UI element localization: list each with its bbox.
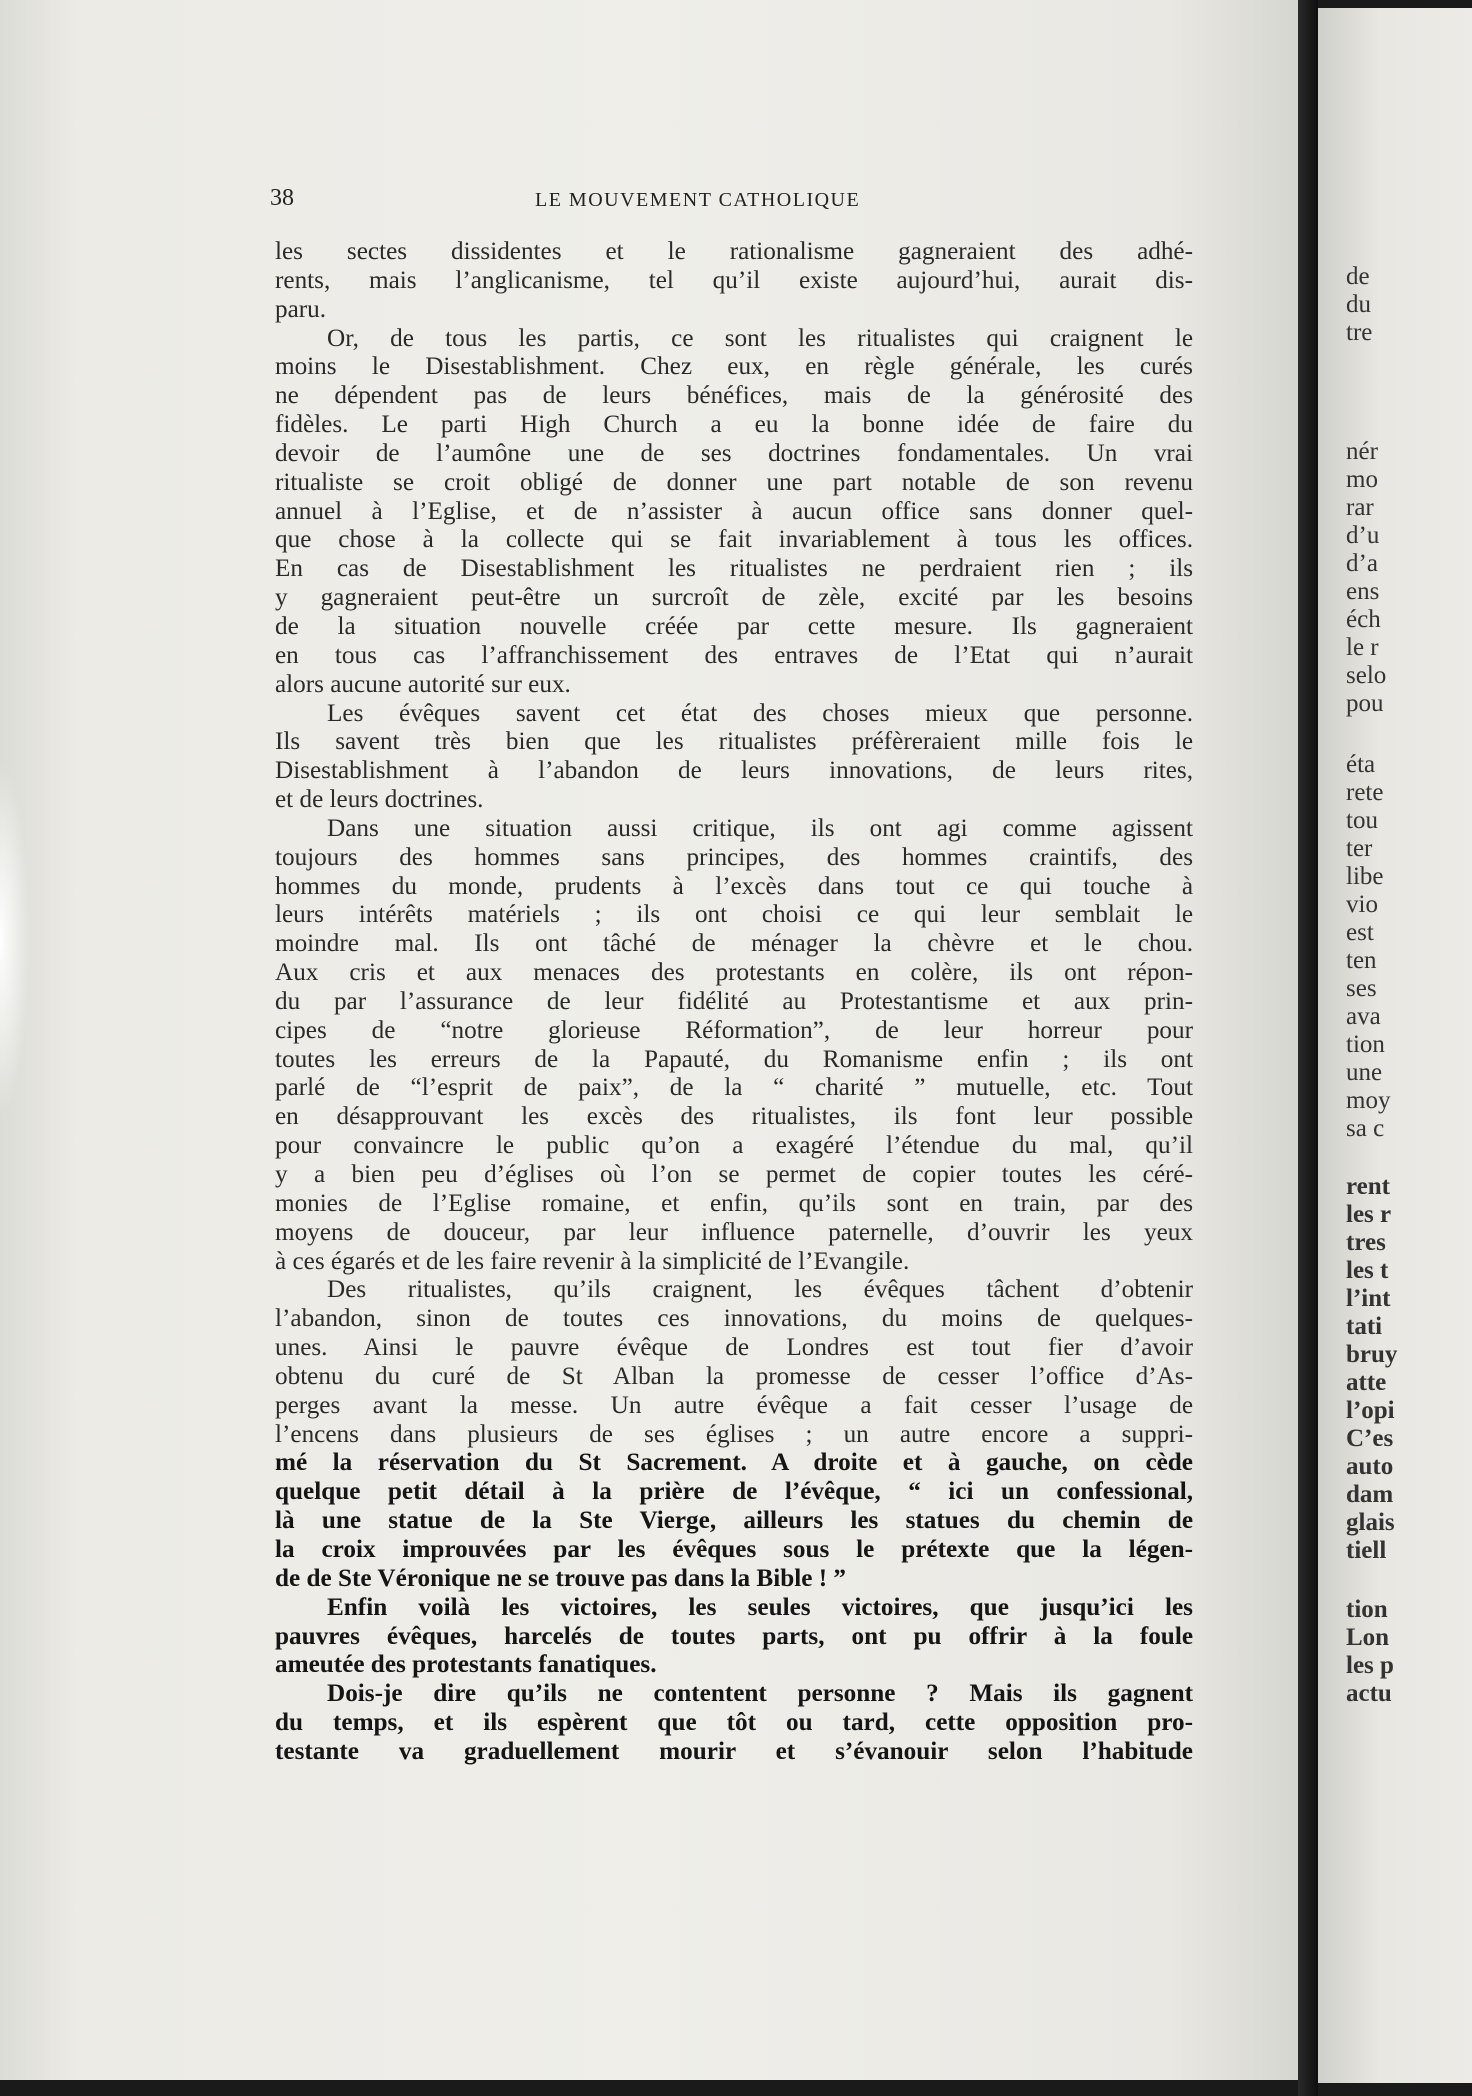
text-line: moyens de douceur, par leur influence paternelle, d’ouvrir les yeux [275, 1218, 1193, 1246]
facing-page-line: actu [1346, 1680, 1392, 1707]
facing-page-line: les r [1346, 1201, 1392, 1228]
text-line: du temps, et ils espèrent que tôt ou tard, cette opposition pro- [275, 1709, 1193, 1737]
text-line: en tous cas l’affranchissement des entraves de l’Etat qui n’aurait [275, 641, 1193, 669]
facing-page-line: sa c [1346, 1115, 1385, 1142]
text-line: obtenu du curé de St Alban la promesse de cesser l’office d’As- [275, 1362, 1193, 1390]
text-line: toutes les erreurs de la Papauté, du Romanisme enfin ; ils ont [275, 1045, 1193, 1073]
text-line: leurs intérêts matériels ; ils ont choisi ce qui leur semblait le [275, 901, 1193, 929]
text-line: et de leurs doctrines. [275, 786, 484, 814]
facing-page-line: ter [1346, 835, 1373, 862]
text-line: alors aucune autorité sur eux. [275, 670, 571, 698]
text-line: rents, mais l’anglicanisme, tel qu’il existe aujourd’hui, aurait dis- [275, 266, 1193, 294]
facing-page-line: une [1346, 1059, 1383, 1086]
book-gutter [1298, 0, 1318, 2096]
text-line: cipes de “notre glorieuse Réformation”, de leur horreur pour [275, 1016, 1193, 1044]
facing-page-line: atte [1346, 1369, 1387, 1396]
text-line: à ces égarés et de les faire revenir à la simplicité de l’Evangile. [275, 1247, 910, 1275]
text-line: en désapprouvant les excès des ritualistes, ils font leur possible [275, 1103, 1193, 1131]
facing-page-line: pou [1346, 690, 1384, 717]
facing-page-line: tion [1346, 1596, 1388, 1623]
text-line: Les évêques savent cet état des choses mieux que personne. [327, 699, 1193, 727]
facing-page-line: C’es [1346, 1425, 1394, 1452]
text-line: Disestablishment à l’abandon de leurs innovations, de leurs rites, [275, 757, 1193, 785]
facing-page-line: auto [1346, 1453, 1394, 1480]
text-line: Or, de tous les partis, ce sont les ritualistes qui craignent le [327, 324, 1193, 352]
text-line: perges avant la messe. Un autre évêque a fait cesser l’usage de [275, 1391, 1193, 1419]
page-number: 38 [270, 185, 294, 211]
facing-page-line: libe [1346, 863, 1384, 890]
facing-page-line: Lon [1346, 1624, 1390, 1651]
text-line: hommes du monde, prudents à l’excès dans tout ce qui touche à [275, 872, 1193, 900]
running-head: LE MOUVEMENT CATHOLIQUE [535, 189, 861, 211]
text-line: fidèles. Le parti High Church a eu la bonne idée de faire du [275, 411, 1193, 439]
facing-page-line: le r [1346, 634, 1379, 661]
page-edge-glare [0, 760, 30, 1120]
facing-page-line: ses [1346, 975, 1377, 1002]
text-line: annuel à l’Eglise, et de n’assister à aucun office sans donner quel- [275, 497, 1193, 525]
page-header [270, 185, 1210, 215]
text-line: pour convaincre le public qu’on a exagéré l’étendue du mal, qu’il [275, 1132, 1193, 1160]
text-line: la croix improuvées par les évêques sous le prétexte que la légen- [275, 1535, 1193, 1563]
text-line: quelque petit détail à la prière de l’évêque, “ ici un confessional, [275, 1478, 1193, 1506]
text-line: y a bien peu d’églises où l’on se permet de copier toutes les céré- [275, 1161, 1193, 1188]
text-line: les sectes dissidentes et le rationalisme gagneraient des adhé- [275, 238, 1193, 265]
text-line: de de Ste Véronique ne se trouve pas dans la Bible ! ” [275, 1564, 846, 1592]
text-line: ameutée des protestants fanatiques. [275, 1651, 657, 1679]
text-line: unes. Ainsi le pauvre évêque de Londres est tout fier d’avoir [275, 1334, 1193, 1362]
facing-page-line: ava [1346, 1003, 1381, 1030]
facing-page-line: vio [1346, 891, 1378, 918]
text-line: pauvres évêques, harcelés de toutes parts, ont pu offrir à la foule [275, 1622, 1193, 1650]
text-line: y gagneraient peut-être un surcroît de zèle, excité par les besoins [275, 584, 1193, 612]
facing-page-line: tati [1346, 1313, 1383, 1340]
text-line: monies de l’Eglise romaine, et enfin, qu’ils sont en train, par des [275, 1189, 1193, 1217]
facing-page-line: tres [1346, 1229, 1386, 1256]
text-line: parlé de “l’esprit de paix”, de la “ charité ” mutuelle, etc. Tout [275, 1074, 1193, 1102]
facing-page-line: tre [1346, 319, 1373, 346]
facing-page-line: rar [1346, 494, 1374, 521]
facing-page-line: l’opi [1346, 1397, 1395, 1424]
facing-page-line: ten [1346, 947, 1377, 974]
facing-page-line: tiell [1346, 1537, 1387, 1564]
text-line: ne dépendent pas de leurs bénéfices, mais de la générosité des [275, 382, 1193, 410]
text-line: que chose à la collecte qui se fait invariablement à tous les offices. [275, 526, 1193, 554]
text-line: Ils savent très bien que les ritualistes préfèreraient mille fois le [275, 728, 1193, 756]
text-line: là une statue de la Ste Vierge, ailleurs les statues du chemin de [275, 1507, 1193, 1535]
facing-page-line: éta [1346, 751, 1376, 778]
facing-page-line: mo [1346, 466, 1378, 493]
facing-page-line: dam [1346, 1481, 1394, 1508]
text-line: l’encens dans plusieurs de ses églises ; un autre encore a suppri- [275, 1420, 1193, 1448]
facing-page-line: tou [1346, 807, 1378, 834]
facing-page-line: de [1346, 263, 1370, 290]
text-line: l’abandon, sinon de toutes ces innovations, du moins de quelques- [275, 1305, 1193, 1333]
text-line: Aux cris et aux menaces des protestants en colère, ils ont répon- [275, 959, 1193, 987]
facing-page-line: les t [1346, 1257, 1389, 1284]
text-line: Dois-je dire qu’ils ne contentent personne ? Mais ils gagnent [327, 1680, 1193, 1708]
text-line: testante va graduellement mourir et s’évanouir selon l’habitude [275, 1737, 1193, 1765]
text-line: du par l’assurance de leur fidélité au Protestantisme et aux prin- [275, 987, 1193, 1015]
facing-page-line: d’u [1346, 522, 1380, 549]
text-line: mé la réservation du St Sacrement. A droite et à gauche, on cède [275, 1449, 1193, 1477]
facing-page-line: ens [1346, 578, 1380, 605]
text-line: moins le Disestablishment. Chez eux, en règle générale, les curés [275, 353, 1193, 381]
facing-page-line: éch [1346, 606, 1381, 633]
text-line: de la situation nouvelle créée par cette mesure. Ils gagneraient [275, 612, 1193, 640]
text-line: moindre mal. Ils ont tâché de ménager la chèvre et le chou. [275, 930, 1193, 958]
text-line: Enfin voilà les victoires, les seules victoires, que jusqu’ici les [327, 1593, 1193, 1621]
text-line: En cas de Disestablishment les ritualistes ne perdraient rien ; ils [275, 555, 1193, 583]
facing-page-line: rete [1346, 779, 1384, 806]
facing-page-line: moy [1346, 1087, 1391, 1114]
text-line: Dans une situation aussi critique, ils ont agi comme agissent [327, 814, 1193, 842]
facing-page-line: bruy [1346, 1341, 1398, 1368]
text-line: ritualiste se croit obligé de donner une part notable de son revenu [275, 468, 1193, 496]
text-line: devoir de l’aumône une de ses doctrines fondamentales. Un vrai [275, 439, 1193, 467]
text-line: Des ritualistes, qu’ils craignent, les évêques tâchent d’obtenir [327, 1276, 1193, 1304]
facing-page-line: glais [1346, 1509, 1395, 1536]
facing-page [1318, 8, 1472, 2083]
facing-page-line: du [1346, 291, 1371, 318]
facing-page-line: les p [1346, 1652, 1394, 1679]
text-line: paru. [275, 295, 327, 323]
facing-page-line: selo [1346, 662, 1387, 689]
facing-page-line: l’int [1346, 1285, 1391, 1312]
text-line: toujours des hommes sans principes, des hommes craintifs, des [275, 843, 1193, 871]
facing-page-line: est [1346, 919, 1374, 946]
facing-page-line: tion [1346, 1031, 1385, 1058]
facing-page-line: rent [1346, 1173, 1390, 1200]
body-text [275, 238, 1193, 1767]
facing-page-line: nér [1346, 438, 1378, 465]
facing-page-line: d’a [1346, 550, 1378, 577]
